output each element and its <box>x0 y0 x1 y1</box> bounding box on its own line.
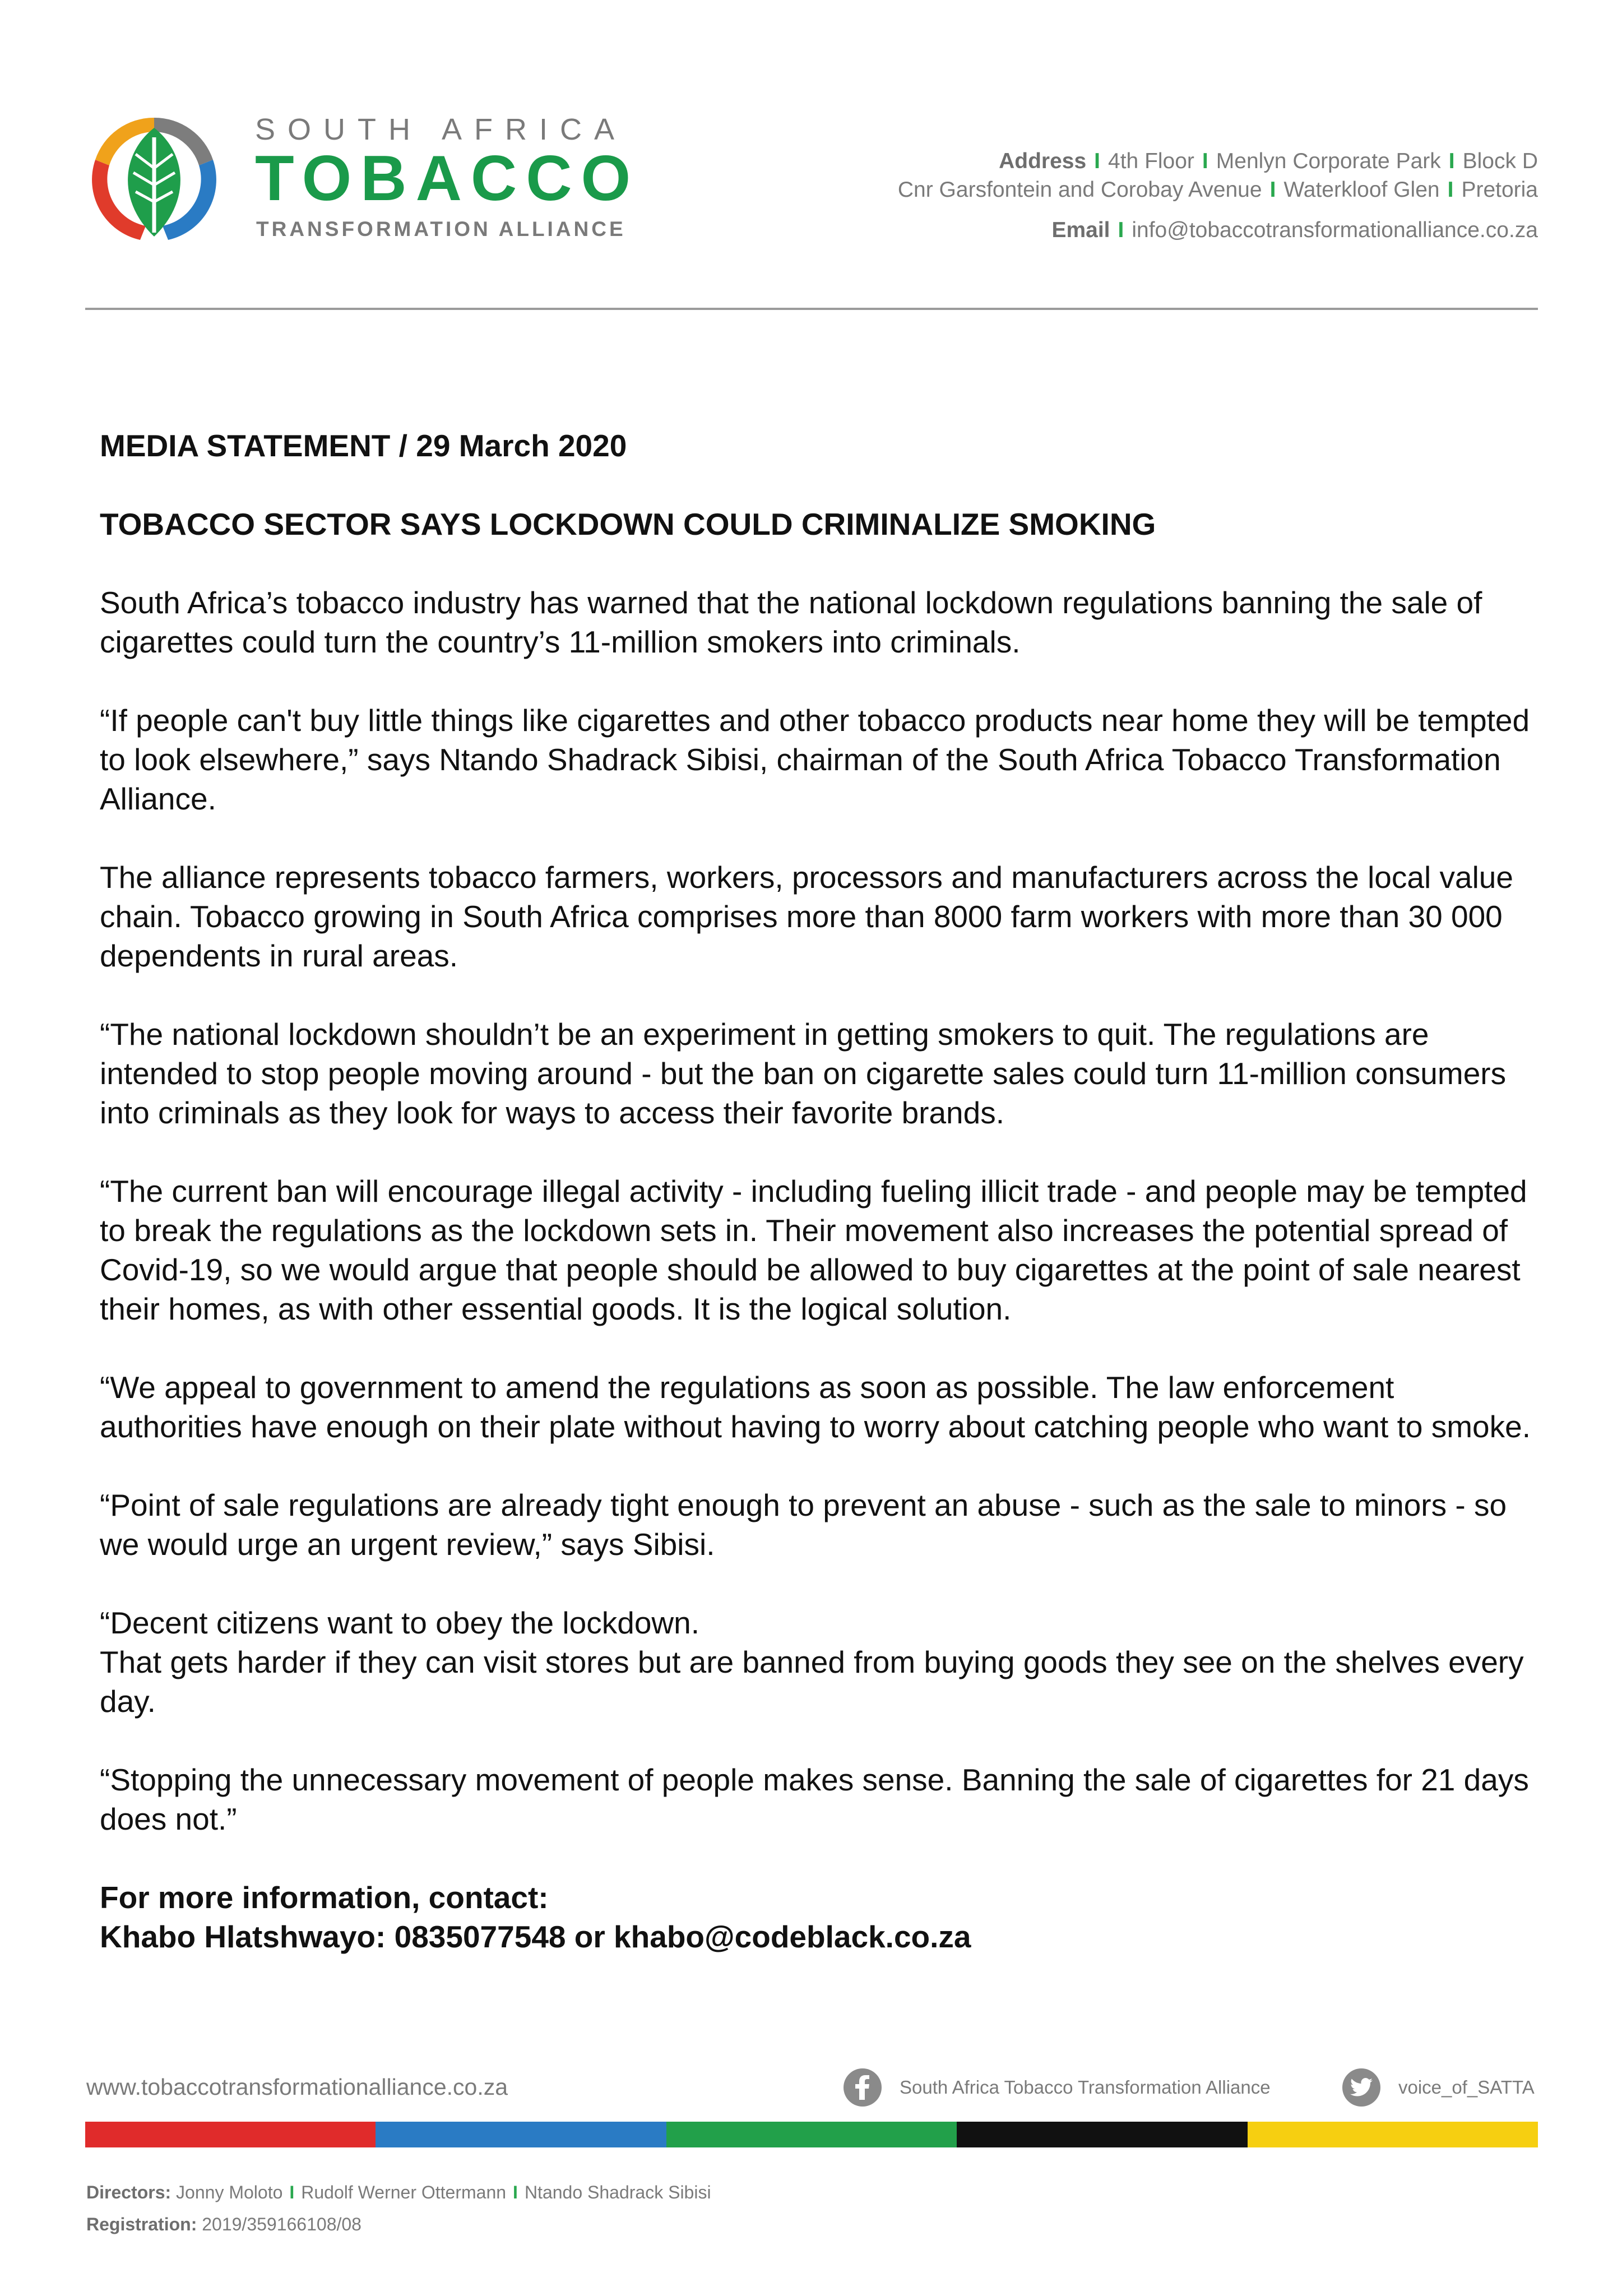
statement-body <box>100 426 1535 1956</box>
address-part: 4th Floor <box>1108 149 1194 173</box>
directors-label: Directors: <box>86 2182 172 2202</box>
org-name-line1: SOUTH AFRICA <box>255 113 627 146</box>
address-part: Waterkloof Glen <box>1283 178 1440 202</box>
email-line <box>898 216 1538 244</box>
separator-icon: I <box>289 2182 295 2202</box>
paragraph: South Africa’s tobacco industry has warned that the national lockdown regulations banning the sale of cigarettes could turn the country’s 11-million smokers into criminals. <box>100 585 1482 659</box>
paragraph: “The current ban will encourage illegal activity - including fueling illicit trade - and people may be tempted to break the regulations as the lockdown sets in. Their movement also increases the potential spread of Covid-19, so we would argue that people should be allowed to buy cigarettes at the point of sale nearest their homes, as with other essential goods. It is the logical solution. <box>100 1174 1527 1326</box>
paragraph: “If people can't buy little things like cigarettes and other tobacco products near home they will be tempted to look elsewhere,” says Ntando Shadrack Sibisi, chairman of the South Africa Tobacco Transformation Alliance. <box>100 703 1530 816</box>
director-name: Jonny Moloto <box>176 2182 283 2202</box>
brand-color-bar <box>85 2122 1538 2147</box>
address-line-2 <box>898 175 1538 204</box>
registration-value: 2019/359166108/08 <box>202 2214 362 2234</box>
header-divider <box>85 308 1538 310</box>
email-link[interactable]: info@tobaccotransformationalliance.co.za <box>1132 218 1538 242</box>
header-contact-block <box>898 147 1538 244</box>
address-label: Address <box>999 149 1087 173</box>
contact-line: Khabo Hlatshwayo: 0835077548 or khabo@codeblack.co.za <box>100 1919 971 1954</box>
paragraph: “The national lockdown shouldn’t be an experiment in getting smokers to quit. The regulations are intended to stop people moving around - but the ban on cigarette sales could turn 11-million consumers into criminals as they look for ways to access their favorite brands. <box>100 1017 1507 1130</box>
paragraph: “Stopping the unnecessary movement of people makes sense. Banning the sale of cigarettes for 21 days does not.” <box>100 1762 1529 1836</box>
color-bar-segment <box>666 2122 957 2147</box>
separator-icon: I <box>1094 149 1101 173</box>
color-bar-segment <box>957 2122 1247 2147</box>
org-name-line2: TOBACCO <box>255 143 640 214</box>
address-part: Block D <box>1462 149 1538 173</box>
address-line-1 <box>898 147 1538 175</box>
separator-icon: I <box>1447 178 1454 202</box>
paragraph: “We appeal to government to amend the regulations as soon as possible. The law enforcement authorities have enough on their plate without having to worry about catching people who want to smoke. <box>100 1370 1531 1444</box>
registration-line <box>86 2214 362 2235</box>
twitter-icon <box>1342 2068 1380 2107</box>
address-part: Pretoria <box>1461 178 1538 202</box>
director-name: Rudolf Werner Ottermann <box>301 2182 507 2202</box>
paragraph: “Point of sale regulations are already tight enough to prevent an abuse - such as the sale to minors - so we would urge an urgent review,” says Sibisi. <box>100 1488 1507 1562</box>
twitter-handle: voice_of_SATTA <box>1398 2077 1535 2098</box>
registration-label: Registration: <box>86 2214 197 2234</box>
color-bar-segment <box>85 2122 376 2147</box>
website-link[interactable]: www.tobaccotransformationalliance.co.za <box>86 2074 508 2100</box>
facebook-name: South Africa Tobacco Transformation Alliance <box>900 2077 1271 2098</box>
twitter-link[interactable] <box>1342 2068 1535 2107</box>
separator-icon: I <box>513 2182 518 2202</box>
address-part: Menlyn Corporate Park <box>1216 149 1441 173</box>
color-bar-segment <box>376 2122 666 2147</box>
logo-icon <box>84 107 224 252</box>
paragraph: That gets harder if they can visit stores but are banned from buying goods they see on the shelves every day. <box>100 1645 1524 1719</box>
headline: TOBACCO SECTOR SAYS LOCKDOWN COULD CRIMINALIZE SMOKING <box>100 507 1156 541</box>
address-part: Cnr Garsfontein and Corobay Avenue <box>897 178 1262 202</box>
contact-heading: For more information, contact: <box>100 1880 549 1915</box>
directors-line <box>86 2182 711 2203</box>
separator-icon: I <box>1202 149 1208 173</box>
director-name: Ntando Shadrack Sibisi <box>524 2182 711 2202</box>
color-bar-segment <box>1248 2122 1538 2147</box>
facebook-link[interactable] <box>844 2068 1271 2107</box>
paragraph: The alliance represents tobacco farmers, workers, processors and manufacturers across the local value chain. Tobacco growing in South Africa comprises more than 8000 farm workers with more than 30 000 dependents in rural areas. <box>100 860 1513 973</box>
facebook-icon <box>844 2068 882 2107</box>
separator-icon: I <box>1269 178 1276 202</box>
statement-label: MEDIA STATEMENT / 29 March 2020 <box>100 428 627 463</box>
email-label: Email <box>1051 218 1110 242</box>
separator-icon: I <box>1118 218 1124 242</box>
org-name-line3: TRANSFORMATION ALLIANCE <box>256 217 626 240</box>
separator-icon: I <box>1448 149 1455 173</box>
paragraph: “Decent citizens want to obey the lockdown. <box>100 1605 700 1640</box>
